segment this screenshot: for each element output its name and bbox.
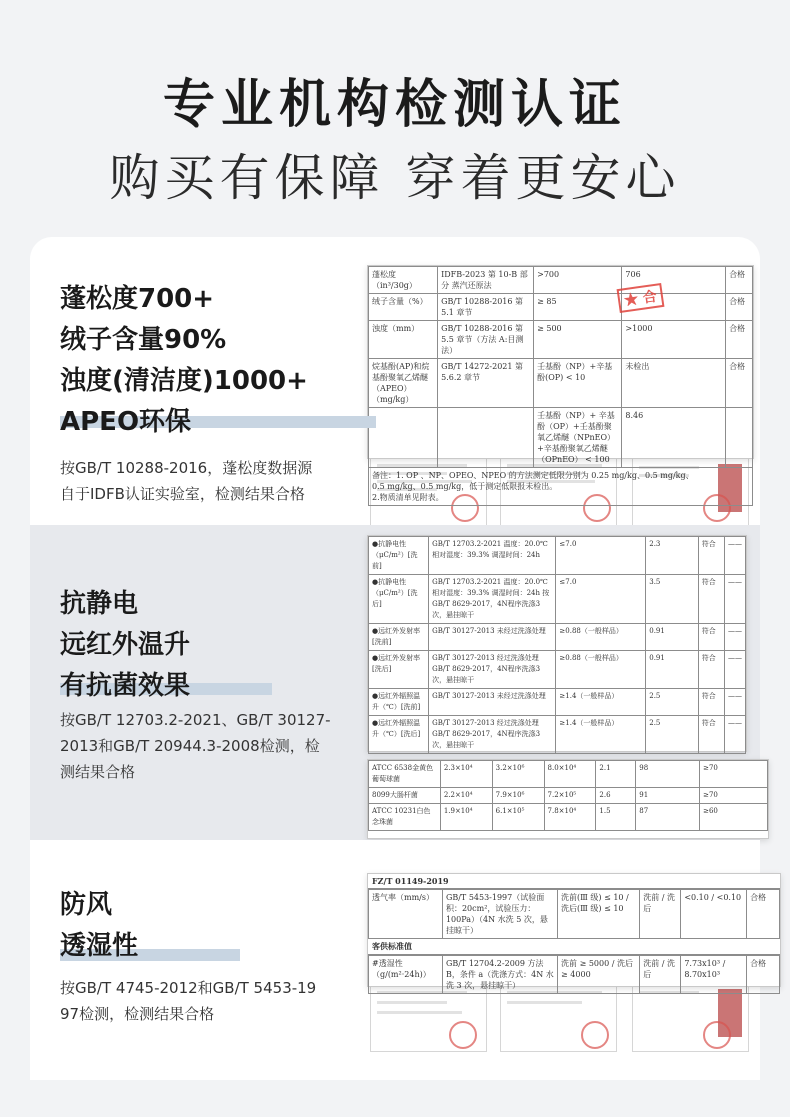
table-cell: 7.9×10⁶ xyxy=(492,788,544,804)
table-row xyxy=(369,689,746,716)
table-cell: 合格 xyxy=(747,956,780,994)
feature-far-infrared: 远红外温升 xyxy=(60,630,191,660)
table-cell: 洗前 / 洗后 xyxy=(640,890,681,939)
table-cell: 0.91 xyxy=(646,651,698,689)
table-row xyxy=(369,624,746,651)
table-cell: 7.8×10⁴ xyxy=(544,804,596,831)
table-cell: 符合 xyxy=(698,537,724,575)
table-cell: GB/T 14272-2021 第 5.6.2 章节 xyxy=(438,359,534,408)
table-row xyxy=(369,468,753,506)
section-description xyxy=(60,975,316,1027)
table-row xyxy=(369,359,753,408)
table-cell: 合格 xyxy=(726,321,753,359)
antibacterial-table xyxy=(367,759,769,839)
table-cell: 符合 xyxy=(698,716,724,754)
table-row xyxy=(369,956,780,994)
table-cell: GB/T 30127-2013 经过洗涤处理 GB/T 8629-2017，4N程序洗涤3次，悬挂晾干 xyxy=(429,651,556,689)
table-cell: 3.5 xyxy=(646,575,698,624)
table-cell: 98 xyxy=(636,761,700,788)
table-cell: 2.3 xyxy=(646,537,698,575)
table-cell: 2.2×10⁴ xyxy=(440,788,492,804)
table-cell: —— xyxy=(724,689,745,716)
table-cell: 8099大肠杆菌 xyxy=(369,788,441,804)
test-report-excerpt xyxy=(367,873,781,990)
seal-icon xyxy=(581,1021,609,1049)
feature-apeo: APEO环保 xyxy=(60,407,192,437)
feature-breathability: 透湿性 xyxy=(60,931,139,961)
table-row xyxy=(369,294,753,321)
description-line: 测结果合格 xyxy=(60,763,136,781)
report-table xyxy=(368,266,753,506)
feature-list xyxy=(60,584,190,707)
table-cell: 1.5 xyxy=(596,804,636,831)
table-cell: GB/T 30127-2013 未经过洗涤处理 xyxy=(429,624,556,651)
table-cell: GB/T 12703.2-2021 温度：20.0℃ 相对湿度：39.3% 调湿时间：24h xyxy=(429,537,556,575)
table-cell: GB/T 30127-2013 未经过洗涤处理 xyxy=(429,689,556,716)
table-cell: 2.1 xyxy=(596,761,636,788)
table-cell: 洗前(Ⅲ 级) ≤ 10 / 洗后(Ⅲ 级) ≤ 10 xyxy=(558,890,640,939)
table-row xyxy=(369,651,746,689)
table-cell: GB/T 12703.2-2021 温度：20.0℃ 相对湿度：39.3% 调湿时间：24h 按GB/T 8629-2017，4N程序洗涤3次，悬挂晾干 xyxy=(429,575,556,624)
note-line: 2.物质清单见附表。 xyxy=(372,493,444,502)
table-row xyxy=(369,761,768,788)
table-cell: ≥0.88（一般样品） xyxy=(556,624,646,651)
table-cell: —— xyxy=(724,651,745,689)
report-table xyxy=(368,955,780,994)
feature-antibacterial: 有抗菌效果 xyxy=(60,671,191,701)
page-header xyxy=(0,0,790,240)
table-cell: 符合 xyxy=(698,575,724,624)
table-cell: GB/T 10288-2016 第 5.5 章节（方法 A:目测法） xyxy=(438,321,534,359)
table-row xyxy=(369,537,746,575)
description-line: 2013和GB/T 20944.3-2008检测，检 xyxy=(60,737,320,755)
report-table xyxy=(368,889,780,939)
table-row xyxy=(369,890,780,939)
section-down-quality xyxy=(30,237,760,525)
table-cell: 7.2×10⁵ xyxy=(544,788,596,804)
table-cell: ≥ 500 xyxy=(534,321,622,359)
table-cell: ≤7.0 xyxy=(556,575,646,624)
table-cell: 合格 xyxy=(726,267,753,294)
table-cell: 合格 xyxy=(747,890,780,939)
table-cell: 透气率（mm/s） xyxy=(369,890,443,939)
table-cell: 符合 xyxy=(698,651,724,689)
report-table xyxy=(368,536,746,754)
table-row xyxy=(369,408,753,468)
table-cell: >700 xyxy=(534,267,622,294)
page-subtitle: 购买有保障 穿着更安心 xyxy=(109,149,681,207)
section-windproof xyxy=(30,840,767,1080)
table-cell: ●远红外发射率[洗后] xyxy=(369,651,429,689)
table-cell: 符合 xyxy=(698,624,724,651)
feature-list xyxy=(60,885,138,967)
table-cell: ●抗静电性（μC/m²）[洗前] xyxy=(369,537,429,575)
feature-windproof: 防风 xyxy=(60,890,113,920)
table-cell: 未检出 xyxy=(622,359,726,408)
table-cell: IDFB-2023 第 10-B 部分 蒸汽还原法 xyxy=(438,267,534,294)
description-line: 按GB/T 4745-2012和GB/T 5453-19 xyxy=(60,979,317,997)
table-cell: —— xyxy=(724,537,745,575)
table-cell: ≥1.4（一般样品） xyxy=(556,716,646,754)
table-cell xyxy=(438,408,534,468)
page-title: 专业机构检测认证 xyxy=(162,75,627,135)
note-line: 0.5 mg/kg、0.5 mg/kg，低于测定低限报未检出。 xyxy=(372,482,558,491)
table-cell: 2.5 xyxy=(646,689,698,716)
table-cell: 烷基酚(AP)和烷基酚聚氧乙烯醚（APEO）（mg/kg） xyxy=(369,359,438,408)
feature-list xyxy=(60,279,308,443)
table-cell: GB/T 30127-2013 经过洗涤处理 GB/T 8629-2017，4N程序洗涤3次，悬挂晾干 xyxy=(429,716,556,754)
feature-turbidity: 浊度(清洁度)1000+ xyxy=(60,366,308,396)
report-note xyxy=(369,468,753,506)
description-line: 按GB/T 10288-2016，蓬松度数据源 xyxy=(60,459,313,477)
report-table xyxy=(368,760,768,831)
table-cell: ATCC 10231白色念珠菌 xyxy=(369,804,441,831)
table-cell: ≥60 xyxy=(700,804,768,831)
test-report-excerpt xyxy=(367,265,754,502)
table-cell: 洗前 ≥ 5000 / 洗后 ≥ 4000 xyxy=(558,956,640,994)
table-cell: 壬基酚（NP）+ 辛基酚（OP）+壬基酚聚氧乙烯醚（NPnEO）+辛基酚聚氧乙烯醚（OPnEO） < 100 xyxy=(534,408,622,468)
table-row xyxy=(369,321,753,359)
table-cell: <0.10 / <0.10 xyxy=(681,890,747,939)
standard-subtitle: 客供标准值 xyxy=(368,939,780,955)
seal-icon xyxy=(703,1021,731,1049)
table-cell: —— xyxy=(724,716,745,754)
feature-down-content: 绒子含量90% xyxy=(60,325,227,355)
table-cell: ●远红外辐照温升（℃）[洗前] xyxy=(369,689,429,716)
table-cell: 绒子含量（%） xyxy=(369,294,438,321)
table-cell: 7.73x10³ / 8.70x10³ xyxy=(681,956,747,994)
description-line: 按GB/T 12703.2-2021、GB/T 30127- xyxy=(60,711,331,729)
standard-title: FZ/T 01149-2019 xyxy=(368,874,780,889)
feature-antistatic: 抗静电 xyxy=(60,589,139,619)
table-cell: >1000 xyxy=(622,321,726,359)
table-cell: 8.0×10⁴ xyxy=(544,761,596,788)
table-cell: ≥70 xyxy=(700,761,768,788)
table-cell: 3.2×10⁶ xyxy=(492,761,544,788)
table-cell: ●远红外辐照温升（℃）[洗后] xyxy=(369,716,429,754)
table-cell: 2.6 xyxy=(596,788,636,804)
table-cell: 浊度（mm） xyxy=(369,321,438,359)
table-cell: 0.91 xyxy=(646,624,698,651)
table-cell: —— xyxy=(724,575,745,624)
table-cell: 6.1×10⁵ xyxy=(492,804,544,831)
table-cell: 合格 xyxy=(726,359,753,408)
table-cell: ≥70 xyxy=(700,788,768,804)
table-cell: ATCC 6538金黄色葡萄球菌 xyxy=(369,761,441,788)
table-cell xyxy=(369,408,438,468)
table-row xyxy=(369,804,768,831)
seal-icon xyxy=(449,1021,477,1049)
table-cell: ≥ 85 xyxy=(534,294,622,321)
table-cell: #透湿性（g/(m²·24h)） xyxy=(369,956,443,994)
table-cell: —— xyxy=(724,624,745,651)
table-cell: 壬基酚（NP）+辛基酚(OP) < 10 xyxy=(534,359,622,408)
table-cell: ≥1.4（一般样品） xyxy=(556,689,646,716)
table-cell: 1.9×10⁴ xyxy=(440,804,492,831)
table-row xyxy=(369,716,746,754)
table-cell: 8.46 xyxy=(622,408,726,468)
table-cell: GB/T 12704.2-2009 方法 B，条件 a（洗涤方式：4N 水洗 3 次，悬挂晾干） xyxy=(442,956,557,994)
table-cell: ●远红外发射率[洗前] xyxy=(369,624,429,651)
description-line: 97检测，检测结果合格 xyxy=(60,1005,215,1023)
table-cell: GB/T 10288-2016 第 5.1 章节 xyxy=(438,294,534,321)
test-report-excerpt xyxy=(367,535,747,752)
table-cell: 87 xyxy=(636,804,700,831)
table-cell xyxy=(726,408,753,468)
table-cell: 2.5 xyxy=(646,716,698,754)
table-row xyxy=(369,267,753,294)
table-cell: 2.3×10⁴ xyxy=(440,761,492,788)
table-cell: 洗前 / 洗后 xyxy=(640,956,681,994)
description-line: 自于IDFB认证实验室，检测结果合格 xyxy=(60,485,305,503)
note-line: 备注：1. OP 、NP、OPEO、NPEO 的方法测定低限分别为 0.25 mg/kg、0.5 mg/kg、 xyxy=(372,471,694,480)
table-cell: ●抗静电性（μC/m²）[洗后] xyxy=(369,575,429,624)
section-functional xyxy=(30,525,760,840)
table-cell: 符合 xyxy=(698,689,724,716)
table-row xyxy=(369,788,768,804)
section-description xyxy=(60,707,331,785)
table-cell: 706 xyxy=(622,267,726,294)
table-cell: 合格 xyxy=(726,294,753,321)
table-row xyxy=(369,575,746,624)
table-cell: GB/T 5453-1997（试验面积：20cm²，试验压力：100Pa）（4N 水洗 5 次，悬挂晾干） xyxy=(442,890,557,939)
section-description xyxy=(60,455,312,507)
table-cell: ≥0.88（一般样品） xyxy=(556,651,646,689)
red-stamp: ★ 合 xyxy=(617,283,665,313)
table-cell: 蓬松度（in³/30g） xyxy=(369,267,438,294)
feature-fill-power: 蓬松度700+ xyxy=(60,284,215,314)
table-cell: ≤7.0 xyxy=(556,537,646,575)
table-cell: 91 xyxy=(636,788,700,804)
